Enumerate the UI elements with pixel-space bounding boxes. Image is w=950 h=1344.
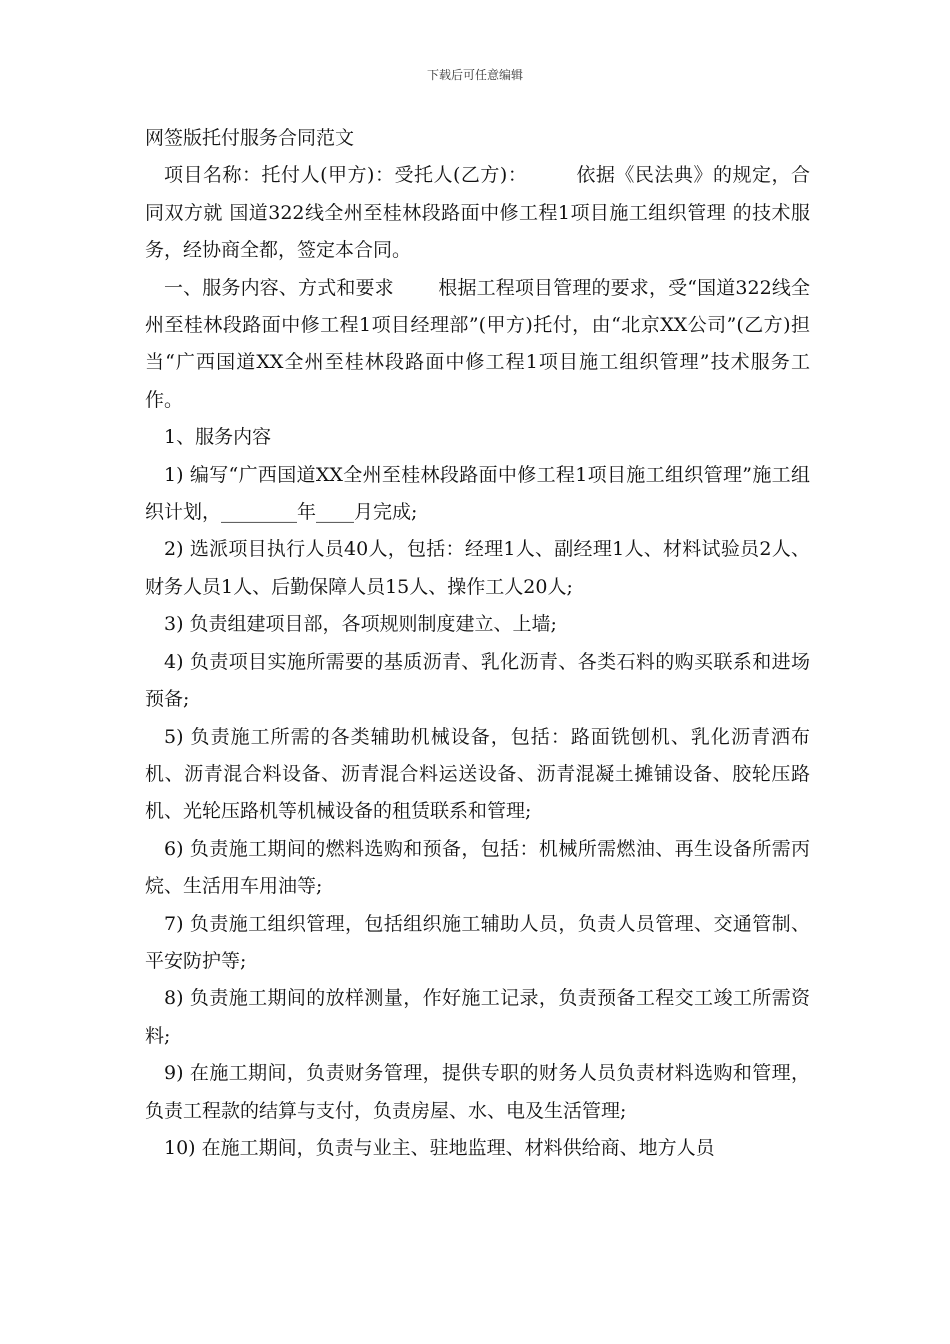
paragraph-service-overview: 一、服务内容、方式和要求 根据工程项目管理的要求，受“国道322线全州至桂林段路面中修工程1项目经理部”(甲方)托付，由“北京XX公司”(乙方)担当“广西国道XX全州至桂林段路面中修工程1项目施工组织管理”技术服务工作。 — [145, 276, 810, 411]
header-note: 下载后可任意编辑 — [426, 68, 523, 82]
document-body — [145, 120, 810, 1167]
list-item: 3) 负责组建项目部，各项规则制度建立、上墙; — [164, 613, 557, 636]
list-item: 4) 负责项目实施所需要的基质沥青、乳化沥青、各类石料的购买联系和进场预备; — [145, 650, 810, 711]
list-item: 9) 在施工期间，负责财务管理，提供专职的财务人员负责材料选购和管理，负责工程款的结算与支付，负责房屋、水、电及生活管理; — [145, 1062, 810, 1122]
list-item: 10) 在施工期间，负责与业主、驻地监理、材料供给商、地方人员 — [164, 1136, 715, 1159]
list-item: 7) 负责施工组织管理，包括组织施工辅助人员，负责人员管理、交通管制、平安防护等; — [145, 912, 810, 972]
list-item: 6) 负责施工期间的燃料选购和预备，包括：机械所需燃油、再生设备所需丙烷、生活用车用油等; — [145, 837, 810, 898]
paragraph-intro: 项目名称：托付人(甲方)：受托人(乙方)： 依据《民法典》的规定，合同双方就 国道322线全州至桂林段路面中修工程1项目施工组织管理 的技术服务，经协商全都，签定本合同。 — [145, 164, 810, 262]
section-heading-service-content: 1、服务内容 — [164, 426, 272, 449]
list-item: 5) 负责施工所需的各类辅助机械设备，包括：路面铣刨机、乳化沥青洒布机、沥青混合料设备、沥青混合料运送设备、沥青混凝土摊铺设备、胶轮压路机、光轮压路机等机械设备的租赁联系和管理; — [145, 725, 810, 823]
list-item: 8) 负责施工期间的放样测量，作好施工记录，负责预备工程交工竣工所需资料; — [145, 987, 810, 1047]
list-item: 1) 编写“广西国道XX全州至桂林段路面中修工程1项目施工组织管理”施工组织计划，________年____月完成; — [145, 463, 810, 524]
list-item: 2) 选派项目执行人员40人，包括：经理1人、副经理1人、材料试验员2人、财务人员1人、后勤保障人员15人、操作工人20人; — [145, 538, 810, 598]
document-title: 网签版托付服务合同范文 — [145, 127, 355, 149]
